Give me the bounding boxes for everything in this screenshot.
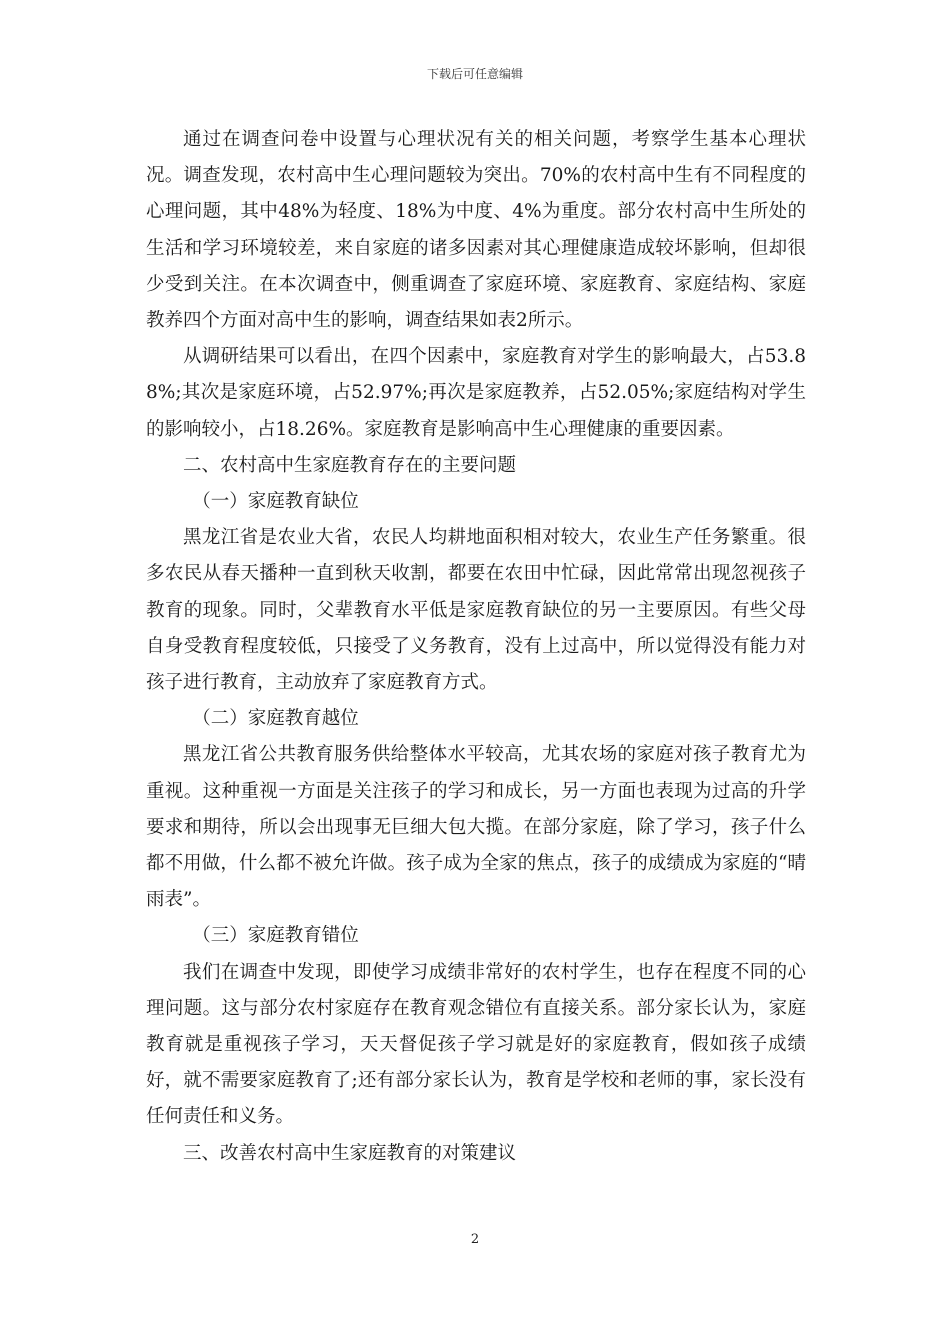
paragraph-absence: 黑龙江省是农业大省，农民人均耕地面积相对较大，农业生产任务繁重。很多农民从春天播种一直到秋天收割，都要在农田中忙碌，因此常常出现忽视孩子教育的现象。同时，父辈教育水平低是家庭教育缺位的另一主要原因。有些父母自身受教育程度较低，只接受了义务教育，没有上过高中，所以觉得没有能力对孩子进行教育，主动放弃了家庭教育方式。 [146,527,806,694]
subsection-heading-absence: （一）家庭教育缺位 [192,491,359,513]
paragraph-research-results: 从调研结果可以看出，在四个因素中，家庭教育对学生的影响最大，占53.88%;其次是家庭环境，占52.97%;再次是家庭教养，占52.05%;家庭结构对学生的影响较小，占18.26%。家庭教育是影响高中生心理健康的重要因素。 [146,346,806,440]
page-number: 2 [470,1232,480,1247]
subsection-heading-overreach: （二）家庭教育越位 [192,708,359,730]
subsection-heading-misplacement: （三）家庭教育错位 [192,925,359,947]
section-heading-main-problems: 二、农村高中生家庭教育存在的主要问题 [183,454,517,476]
paragraph-overreach: 黑龙江省公共教育服务供给整体水平较高，尤其农场的家庭对孩子教育尤为重视。这种重视一方面是关注孩子的学习和成长，另一方面也表现为过高的升学要求和期待，所以会出现事无巨细大包大揽。在部分家庭，除了学习，孩子什么都不用做，什么都不被允许做。孩子成为全家的焦点，孩子的成绩成为家庭的“晴雨表”。 [146,744,806,911]
document-body [146,122,806,1172]
page-header: 下载后可任意编辑 [426,67,523,81]
paragraph-survey-findings: 通过在调查问卷中设置与心理状况有关的相关问题，考察学生基本心理状况。调查发现，农村高中生心理问题较为突出。70%的农村高中生有不同程度的心理问题，其中48%为轻度、18%为中度、4%为重度。部分农村高中生所处的生活和学习环境较差，来自家庭的诸多因素对其心理健康造成较坏影响，但却很少受到关注。在本次调查中，侧重调查了家庭环境、家庭教育、家庭结构、家庭教养四个方面对高中生的影响，调查结果如表2所示。 [146,129,806,332]
paragraph-misplacement: 我们在调查中发现，即使学习成绩非常好的农村学生，也存在程度不同的心理问题。这与部分农村家庭存在教育观念错位有直接关系。部分家长认为，家庭教育就是重视孩子学习，天天督促孩子学习就是好的家庭教育，假如孩子成绩好，就不需要家庭教育了;还有部分家长认为，教育是学校和老师的事，家长没有任何责任和义务。 [146,961,806,1128]
section-heading-countermeasures: 三、改善农村高中生家庭教育的对策建议 [183,1142,517,1164]
